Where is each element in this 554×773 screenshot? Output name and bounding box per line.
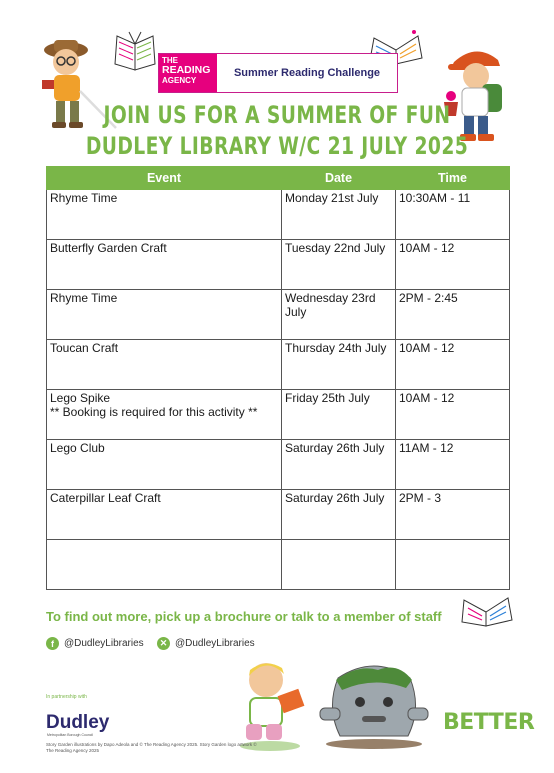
events-table bbox=[46, 166, 510, 590]
illustration-credits: Story Garden illustrations by Dapo Adeola and © The Reading Agency 2025. Story Garden logo artwork © The Reading Agency 2025 bbox=[46, 742, 257, 753]
booking-note: ** Booking is required for this activity ** bbox=[50, 405, 258, 419]
logo-agency: AGENCY bbox=[162, 76, 197, 85]
reading-child-illustration bbox=[236, 658, 312, 752]
event-cell bbox=[47, 290, 282, 340]
time-cell: 2PM - 3 bbox=[396, 490, 510, 540]
table-row bbox=[47, 290, 510, 340]
time-cell: 10AM - 12 bbox=[396, 240, 510, 290]
date-cell: Thursday 24th July bbox=[282, 340, 396, 390]
table-row bbox=[47, 240, 510, 290]
date-cell: Tuesday 22nd July bbox=[282, 240, 396, 290]
event-name: Rhyme Time bbox=[50, 191, 118, 205]
time-cell: 10AM - 12 bbox=[396, 390, 510, 440]
event-name: Rhyme Time bbox=[50, 291, 118, 305]
time-cell: 2PM - 2:45 bbox=[396, 290, 510, 340]
date-cell: Wednesday 23rd July bbox=[282, 290, 396, 340]
time-cell: 10:30AM - 11 bbox=[396, 190, 510, 240]
x-handle: @DudleyLibraries bbox=[175, 638, 255, 649]
date-cell bbox=[282, 540, 396, 590]
event-name: Butterfly Garden Craft bbox=[50, 241, 167, 255]
time-cell bbox=[396, 540, 510, 590]
header-time: Time bbox=[396, 167, 510, 190]
facebook-link[interactable] bbox=[46, 637, 144, 650]
table-row bbox=[47, 390, 510, 440]
header-event: Event bbox=[47, 167, 282, 190]
time-cell: 11AM - 12 bbox=[396, 440, 510, 490]
reading-challenge-banner bbox=[158, 53, 398, 93]
date-cell: Saturday 26th July bbox=[282, 440, 396, 490]
logo-reading: READING bbox=[162, 64, 211, 76]
headline-line1: JOIN US FOR A SUMMER OF FUN bbox=[103, 101, 451, 129]
x-link[interactable] bbox=[157, 637, 255, 650]
event-name: Toucan Craft bbox=[50, 341, 119, 355]
event-cell bbox=[47, 240, 282, 290]
challenge-title: Summer Reading Challenge bbox=[233, 67, 381, 79]
date-cell: Monday 21st July bbox=[282, 190, 396, 240]
x-icon: ✕ bbox=[157, 637, 170, 650]
gardener-child-illustration bbox=[440, 42, 514, 146]
better-logo: BETTER bbox=[443, 710, 535, 735]
table-row-empty bbox=[47, 540, 510, 590]
event-name: Caterpillar Leaf Craft bbox=[50, 491, 161, 505]
facebook-icon: f bbox=[46, 637, 59, 650]
date-cell: Friday 25th July bbox=[282, 390, 396, 440]
header-date: Date bbox=[282, 167, 396, 190]
headline-line2: DUDLEY LIBRARY W/C 21 JULY 2025 bbox=[85, 132, 469, 160]
dudley-logo-text: Dudley bbox=[46, 712, 110, 733]
table-row bbox=[47, 190, 510, 240]
info-line: To find out more, pick up a brochure or talk to a member of staff bbox=[46, 609, 442, 624]
dudley-council-subtext: Metropolitan Borough Council bbox=[47, 733, 94, 737]
reading-agency-logo bbox=[159, 54, 217, 92]
table-row bbox=[47, 490, 510, 540]
table-row bbox=[47, 440, 510, 490]
event-name: Lego Spike bbox=[50, 391, 111, 405]
event-cell bbox=[47, 490, 282, 540]
rock-monster-illustration bbox=[318, 658, 430, 750]
event-cell bbox=[47, 340, 282, 390]
event-name: Lego Club bbox=[50, 441, 105, 455]
event-cell bbox=[47, 440, 282, 490]
date-cell: Saturday 26th July bbox=[282, 490, 396, 540]
time-cell: 10AM - 12 bbox=[396, 340, 510, 390]
table-row bbox=[47, 340, 510, 390]
facebook-handle: @DudleyLibraries bbox=[64, 638, 144, 649]
logo-the: THE bbox=[162, 56, 178, 65]
partnership-label: In partnership with bbox=[46, 694, 87, 700]
table-header-row bbox=[47, 167, 510, 190]
event-cell bbox=[47, 540, 282, 590]
flying-book-illustration bbox=[460, 592, 514, 632]
event-cell bbox=[47, 390, 282, 440]
event-cell bbox=[47, 190, 282, 240]
butterfly-book-illustration bbox=[113, 30, 157, 78]
